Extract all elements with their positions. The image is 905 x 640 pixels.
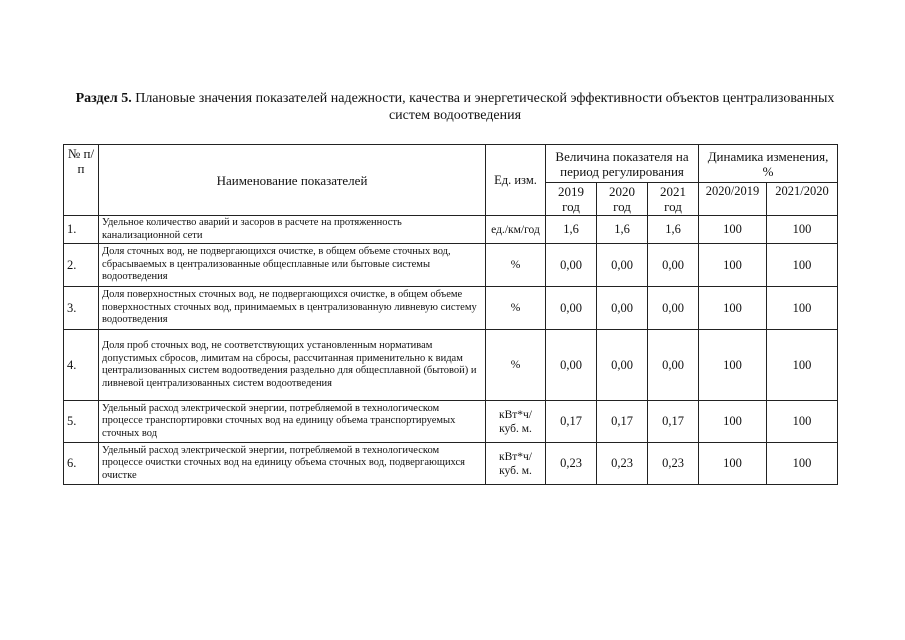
row-value-2021: 0,00 <box>648 244 699 287</box>
row-name: Доля проб сточных вод, не соответствующих установленным нормативам допустимых сбросов, лимитам на сбросы, рассчитанная применительно к видам централизованных систем водоотведения раздельно для общесплавной (бытовой) и ливневой централизованных систем водоотведения <box>99 330 486 401</box>
table-row <box>64 330 838 401</box>
row-value-2021: 0,23 <box>648 443 699 485</box>
row-unit: ед./км/год <box>486 216 546 244</box>
row-dyn-1: 100 <box>699 401 767 443</box>
row-num: 3. <box>64 287 99 330</box>
row-unit: % <box>486 287 546 330</box>
indicators-table <box>63 144 838 485</box>
row-dyn-2: 100 <box>767 401 838 443</box>
row-name: Удельный расход электрической энергии, потребляемой в технологическом процессе очистки сточных вод на единицу объема сточных вод, подвергающихся очистке <box>99 443 486 485</box>
table-row <box>64 216 838 244</box>
row-value-2020: 0,17 <box>597 401 648 443</box>
row-dyn-2: 100 <box>767 216 838 244</box>
row-value-2021: 0,17 <box>648 401 699 443</box>
row-unit: % <box>486 330 546 401</box>
row-num: 4. <box>64 330 99 401</box>
row-value-2020: 1,6 <box>597 216 648 244</box>
row-dyn-1: 100 <box>699 287 767 330</box>
row-dyn-2: 100 <box>767 287 838 330</box>
row-dyn-1: 100 <box>699 216 767 244</box>
header-year-2019: 2019 год <box>546 183 597 216</box>
row-value-2019: 0,17 <box>546 401 597 443</box>
section-title <box>60 90 850 124</box>
header-num: № п/п <box>64 145 99 216</box>
table-row <box>64 443 838 485</box>
row-value-2019: 0,00 <box>546 244 597 287</box>
header-year-2020: 2020 год <box>597 183 648 216</box>
row-num: 6. <box>64 443 99 485</box>
row-name: Доля сточных вод, не подвергающихся очистке, в общем объеме сточных вод, сбрасываемых в централизованные общесплавные или бытовые системы водоотведения <box>99 244 486 287</box>
header-unit: Ед. изм. <box>486 145 546 216</box>
table-row <box>64 244 838 287</box>
row-value-2021: 0,00 <box>648 330 699 401</box>
row-value-2021: 0,00 <box>648 287 699 330</box>
section-title-text: Плановые значения показателей надежности, качества и энергетической эффективности объектов централизованных систем водоотведения <box>131 91 835 123</box>
row-unit: кВт*ч/ куб. м. <box>486 443 546 485</box>
row-dyn-1: 100 <box>699 443 767 485</box>
table-row <box>64 287 838 330</box>
row-value-2020: 0,00 <box>597 287 648 330</box>
row-value-2019: 1,6 <box>546 216 597 244</box>
row-num: 1. <box>64 216 99 244</box>
row-value-2019: 0,00 <box>546 287 597 330</box>
row-value-2019: 0,23 <box>546 443 597 485</box>
header-period: Величина показателя на период регулирования <box>546 145 699 183</box>
header-dyn-2020-2019: 2020/2019 <box>699 183 767 216</box>
row-unit: % <box>486 244 546 287</box>
row-value-2020: 0,23 <box>597 443 648 485</box>
row-value-2020: 0,00 <box>597 330 648 401</box>
row-dyn-1: 100 <box>699 330 767 401</box>
header-name: Наименование показателей <box>99 145 486 216</box>
row-num: 2. <box>64 244 99 287</box>
row-dyn-1: 100 <box>699 244 767 287</box>
row-name: Доля поверхностных сточных вод, не подвергающихся очистке, в общем объеме поверхностных сточных вод, принимаемых в централизованную ливневую систему водоотведения <box>99 287 486 330</box>
header-year-2021: 2021 год <box>648 183 699 216</box>
row-num: 5. <box>64 401 99 443</box>
row-value-2019: 0,00 <box>546 330 597 401</box>
row-dyn-2: 100 <box>767 244 838 287</box>
row-name: Удельный расход электрической энергии, потребляемой в технологическом процессе транспортировки сточных вод на единицу объема транспортируемых сточных вод <box>99 401 486 443</box>
row-dyn-2: 100 <box>767 330 838 401</box>
section-title-prefix: Раздел 5. <box>75 91 132 106</box>
row-value-2021: 1,6 <box>648 216 699 244</box>
table-row <box>64 401 838 443</box>
header-dyn-2021-2020: 2021/2020 <box>767 183 838 216</box>
row-name: Удельное количество аварий и засоров в расчете на протяженность канализационной сети <box>99 216 486 244</box>
header-dynamics: Динамика изменения, % <box>699 145 838 183</box>
row-dyn-2: 100 <box>767 443 838 485</box>
row-unit: кВт*ч/ куб. м. <box>486 401 546 443</box>
row-value-2020: 0,00 <box>597 244 648 287</box>
